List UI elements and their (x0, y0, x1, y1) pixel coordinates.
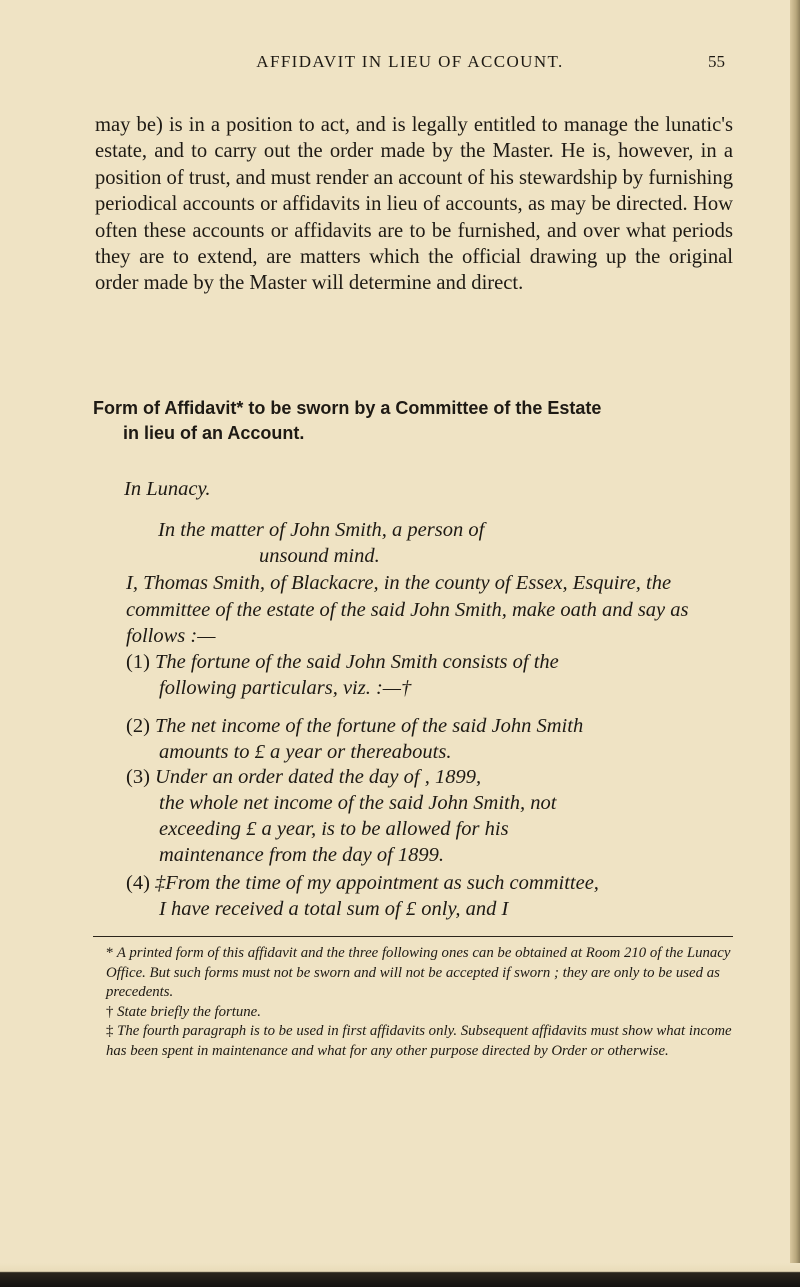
paragraph-number: (1) (126, 651, 150, 673)
page-number: 55 (708, 52, 725, 71)
matter-heading (158, 517, 738, 569)
footnote (98, 1022, 738, 1061)
page-header (95, 52, 725, 78)
footnote (98, 944, 738, 1003)
deponent-statement: I, Thomas Smith, of Blackacre, in the county of Essex, Esquire, the committee of the estate of the said John Smith, make oath and say as follows :— (126, 572, 689, 647)
body-paragraph: may be) is in a position to act, and is legally entitled to manage the lunatic's estate, and to carry out the order made by the Master. He is, however, in a position of trust, and must render an account of his stewardship by furnishing periodical accounts or affidavits in lieu of accounts, as may be directed. How often these accounts or affidavits are to be furnished, and over what periods they are to extend, are matters which the official drawing up the original order made by the Master will determine and direct. (95, 114, 733, 295)
footnote-text: The fourth paragraph is to be used in first affidavits only. Subsequent affidavits must show what income has been spent in maintenance and what for any other purpose directed by Order or otherwise. (106, 1023, 732, 1059)
form-title-line2: in lieu of an Account. (123, 423, 305, 443)
paragraph-line: following particulars, viz. :—† (159, 677, 412, 699)
paragraph-line: ‡From the time of my appointment as such committee, (149, 872, 599, 894)
form-title-line1: Form of Affidavit* to be sworn by a Committee of the Estate (93, 398, 602, 418)
footnote (98, 1003, 738, 1023)
paragraph-number: (2) (126, 715, 150, 737)
page-edge (790, 0, 800, 1287)
running-head: AFFIDAVIT IN LIEU OF ACCOUNT. (256, 52, 564, 71)
paragraph-line: The net income of the fortune of the said John Smith (155, 715, 584, 737)
page-bottom-edge (0, 1263, 800, 1287)
court-heading: In Lunacy. (124, 478, 211, 500)
footnote-mark: † (106, 1003, 114, 1020)
footnote-text: A printed form of this affidavit and the three following ones can be obtained at Room 210 of the Lunacy Office. But such forms must not be sworn and will not be accepted if sworn ; they are only to be used as precedents. (106, 945, 731, 1001)
paragraph-line: amounts to £ a year or thereabouts. (159, 741, 452, 763)
footnotes (98, 944, 738, 1062)
footnote-mark: ‡ (106, 1023, 114, 1040)
paragraph-line: the whole net income of the said John Smith, not (159, 792, 557, 814)
paragraph-4 (126, 870, 738, 922)
paragraph-number: (4) (126, 872, 150, 894)
paragraph-2 (126, 713, 738, 765)
matter-line2: unsound mind. (259, 545, 380, 567)
paragraph-line: I have received a total sum of £ only, and I (159, 898, 509, 920)
paragraph-1 (126, 649, 738, 701)
paragraph-line: exceeding £ a year, is to be allowed for his (159, 818, 509, 840)
paragraph-line: maintenance from the day of 1899. (159, 844, 445, 866)
form-title (93, 396, 733, 446)
paragraph-line: Under an order dated the day of , 1899, (155, 766, 482, 788)
paragraph-line: The fortune of the said John Smith consists of the (155, 651, 559, 673)
footnote-text: State briefly the fortune. (117, 1003, 261, 1020)
paragraph-number: (3) (126, 766, 150, 788)
footnote-rule (93, 936, 733, 937)
matter-line1: In the matter of John Smith, a person of (158, 519, 485, 541)
footnote-mark: * (106, 945, 114, 961)
